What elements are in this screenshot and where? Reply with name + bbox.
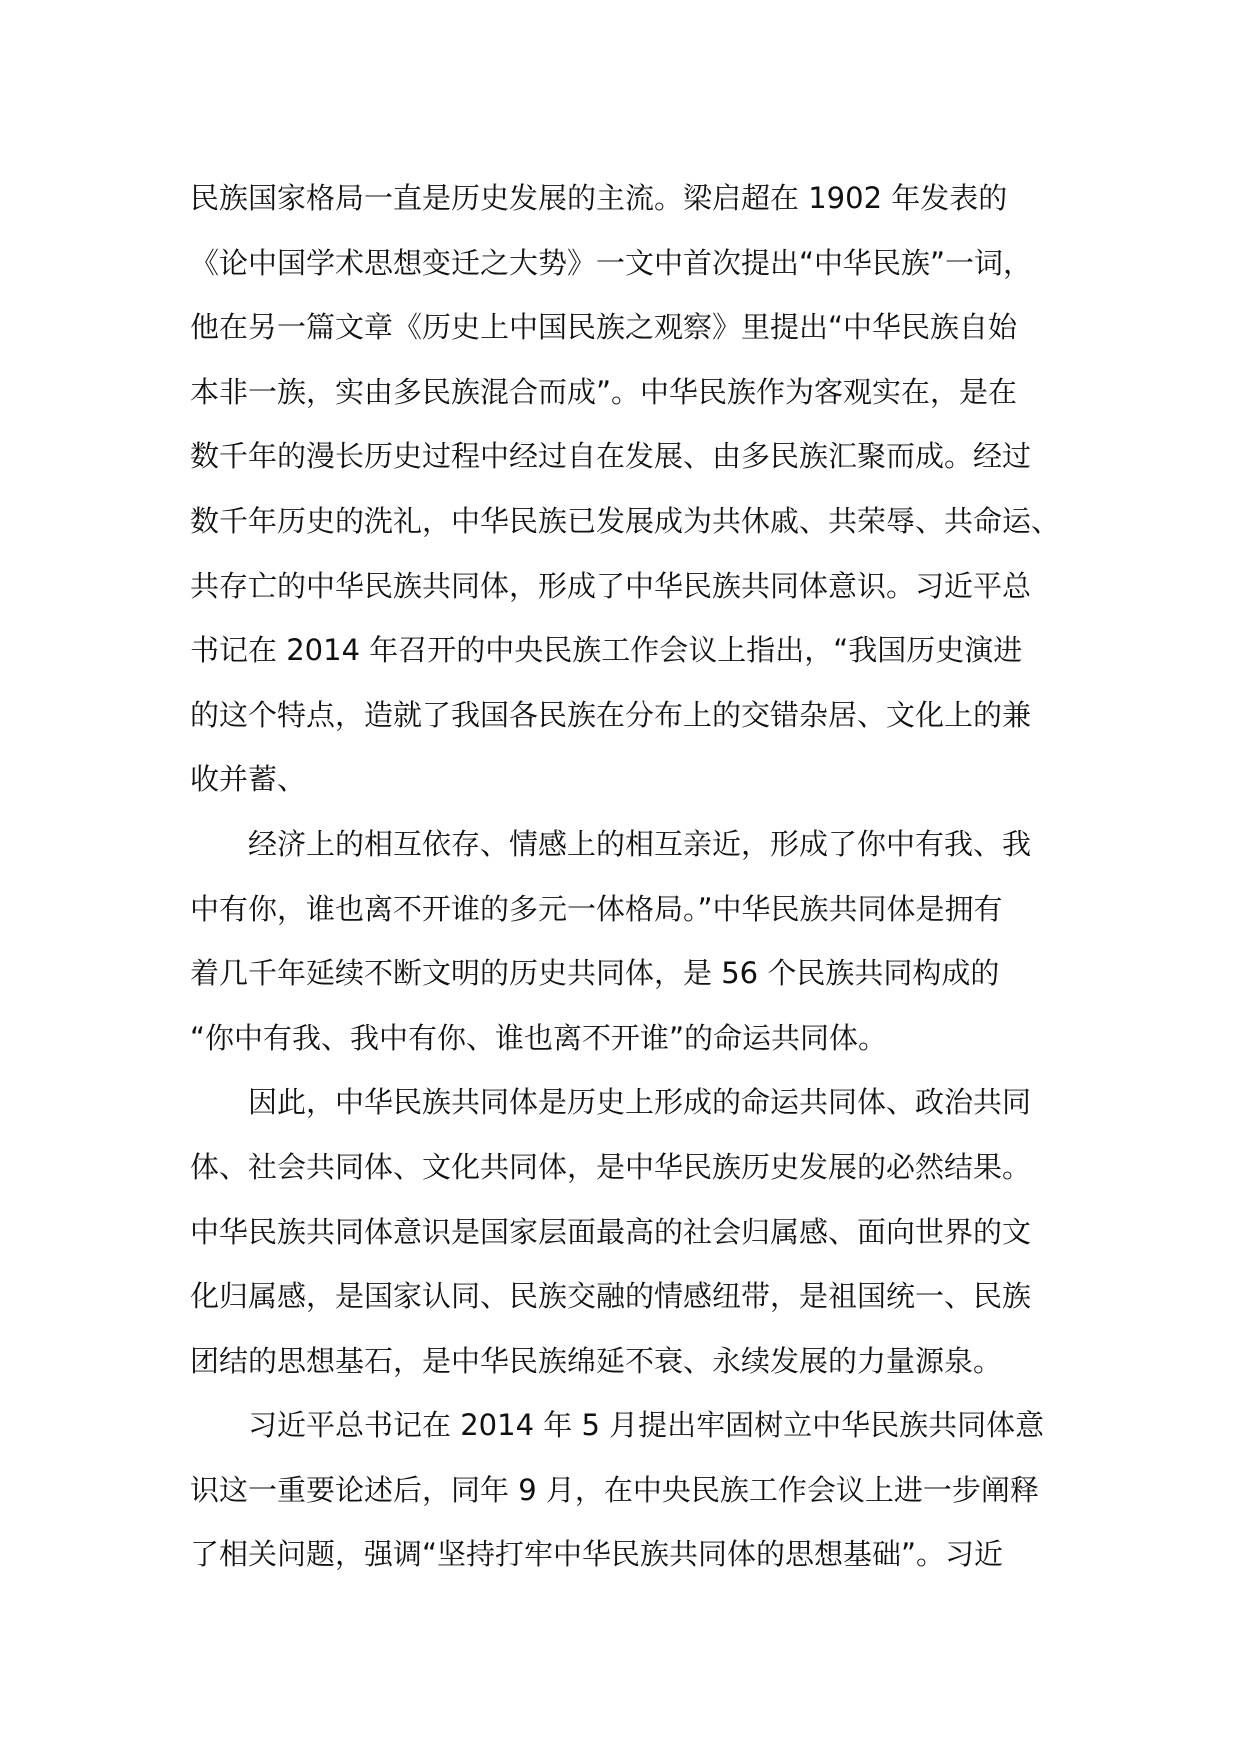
paragraph-4: 习近平总书记在 2014 年 5 月提出牢固树立中华民族共同体意 识这一重要论述后，同年 9 月，在中央民族工作会议上进一步阐释 了相关问题，强调“坚持打牢中华民族共同体的思想基础”。习近	[190, 1408, 1045, 1572]
paragraph-1: 民族国家格局一直是历史发展的主流。梁启超在 1902 年发表的 《论中国学术思想变迁之大势》一文中首次提出“中华民族”一词， 他在另一篇文章《历史上中国民族之观察》里提出“中华民族自始 本非一族，实由多民族混合而成”。中华民族作为客观实在，是在 数千年的漫长历史过程中经过自在发展、由多民族汇聚而成。经过 数千年历史的洗礼，中华民族已发展成为共休戚、共荣辱、共命运、 共存亡的中华民族共同体，形成了中华民族共同体意识。习近平总 书记在 2014 年召开的中央民族工作会议上指出，“我国历史演进 的这个特点，造就了我国各民族在分布上的交错杂居、文化上的兼 收并蓄、	[190, 181, 1061, 797]
paragraph-3: 因此，中华民族共同体是历史上形成的命运共同体、政治共同 体、社会共同体、文化共同体，是中华民族历史发展的必然结果。 中华民族共同体意识是国家层面最高的社会归属感、面向世界的文 化归属感，是国家认同、民族交融的情感纽带，是祖国统一、民族 团结的思想基石，是中华民族绵延不衰、永续发展的力量源泉。	[190, 1085, 1032, 1378]
body-text	[190, 166, 1060, 1587]
paragraph-2: 经济上的相互依存、情感上的相互亲近，形成了你中有我、我 中有你，谁也离不开谁的多元一体格局。”中华民族共同体是拥有 着几千年延续不断文明的历史共同体，是 56 个民族共同构成的 “你中有我、我中有你、谁也离不开谁”的命运共同体。	[190, 826, 1032, 1055]
